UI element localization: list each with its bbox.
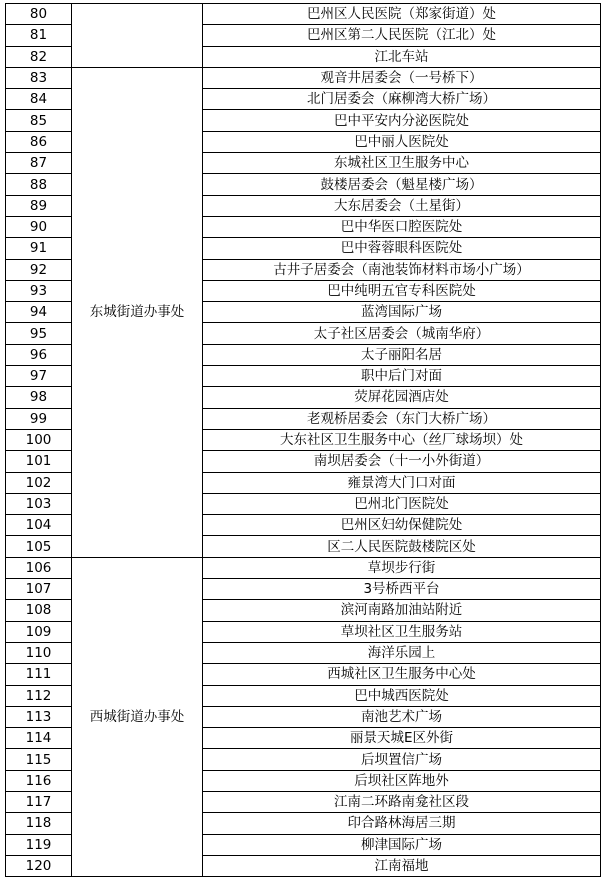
location-cell: 观音井居委会（一号桥下） bbox=[203, 67, 601, 88]
location-cell: 江北车站 bbox=[203, 46, 601, 67]
row-number: 98 bbox=[6, 387, 72, 408]
location-cell: 古井子居委会（南池装饰材料市场小广场） bbox=[203, 259, 601, 280]
row-number: 95 bbox=[6, 323, 72, 344]
row-number: 90 bbox=[6, 216, 72, 237]
row-number: 92 bbox=[6, 259, 72, 280]
location-cell: 巴中纯明五官专科医院处 bbox=[203, 280, 601, 301]
location-cell: 南池艺术广场 bbox=[203, 706, 601, 727]
row-number: 106 bbox=[6, 557, 72, 578]
row-number: 107 bbox=[6, 579, 72, 600]
location-cell: 鼓楼居委会（魁星楼广场） bbox=[203, 174, 601, 195]
district-cell bbox=[72, 4, 203, 68]
row-number: 83 bbox=[6, 67, 72, 88]
row-number: 96 bbox=[6, 344, 72, 365]
row-number: 86 bbox=[6, 131, 72, 152]
row-number: 87 bbox=[6, 153, 72, 174]
district-cell: 东城街道办事处 bbox=[72, 67, 203, 557]
location-cell: 江南二环路南龛社区段 bbox=[203, 791, 601, 812]
row-number: 91 bbox=[6, 238, 72, 259]
row-number: 119 bbox=[6, 834, 72, 855]
row-number: 103 bbox=[6, 493, 72, 514]
location-cell: 荧屏花园酒店处 bbox=[203, 387, 601, 408]
row-number: 80 bbox=[6, 4, 72, 25]
location-cell: 巴中城西医院处 bbox=[203, 685, 601, 706]
row-number: 113 bbox=[6, 706, 72, 727]
location-cell: 大东社区卫生服务中心（丝厂球场坝）处 bbox=[203, 429, 601, 450]
location-cell: 柳津国际广场 bbox=[203, 834, 601, 855]
location-cell: 海洋乐园上 bbox=[203, 642, 601, 663]
location-cell: 后坝社区阵地外 bbox=[203, 770, 601, 791]
location-cell: 巴中丽人医院处 bbox=[203, 131, 601, 152]
row-number: 94 bbox=[6, 302, 72, 323]
location-cell: 巴州区人民医院（郑家街道）处 bbox=[203, 4, 601, 25]
location-cell: 东城社区卫生服务中心 bbox=[203, 153, 601, 174]
row-number: 97 bbox=[6, 366, 72, 387]
location-cell: 草坝社区卫生服务站 bbox=[203, 621, 601, 642]
location-cell: 老观桥居委会（东门大桥广场） bbox=[203, 408, 601, 429]
row-number: 100 bbox=[6, 429, 72, 450]
location-cell: 雍景湾大门口对面 bbox=[203, 472, 601, 493]
location-cell: 大东居委会（土星街） bbox=[203, 195, 601, 216]
row-number: 84 bbox=[6, 89, 72, 110]
location-cell: 区二人民医院鼓楼院区处 bbox=[203, 536, 601, 557]
location-cell: 巴中平安内分泌医院处 bbox=[203, 110, 601, 131]
row-number: 120 bbox=[6, 855, 72, 876]
row-number: 104 bbox=[6, 515, 72, 536]
location-cell: 滨河南路加油站附近 bbox=[203, 600, 601, 621]
location-cell: 蓝湾国际广场 bbox=[203, 302, 601, 323]
location-cell: 巴中蓉蓉眼科医院处 bbox=[203, 238, 601, 259]
row-number: 117 bbox=[6, 791, 72, 812]
row-number: 81 bbox=[6, 25, 72, 46]
location-cell: 巴州区妇幼保健院处 bbox=[203, 515, 601, 536]
location-cell: 巴州区第二人民医院（江北）处 bbox=[203, 25, 601, 46]
row-number: 105 bbox=[6, 536, 72, 557]
location-cell: 太子丽阳名居 bbox=[203, 344, 601, 365]
location-cell: 3号桥西平台 bbox=[203, 579, 601, 600]
row-number: 101 bbox=[6, 451, 72, 472]
location-cell: 后坝置信广场 bbox=[203, 749, 601, 770]
row-number: 118 bbox=[6, 813, 72, 834]
district-cell: 西城街道办事处 bbox=[72, 557, 203, 876]
row-number: 116 bbox=[6, 770, 72, 791]
table-row bbox=[6, 4, 601, 25]
row-number: 89 bbox=[6, 195, 72, 216]
location-cell: 巴州北门医院处 bbox=[203, 493, 601, 514]
row-number: 112 bbox=[6, 685, 72, 706]
row-number: 115 bbox=[6, 749, 72, 770]
location-cell: 太子社区居委会（城南华府） bbox=[203, 323, 601, 344]
location-cell: 丽景天城E区外街 bbox=[203, 728, 601, 749]
location-cell: 北门居委会（麻柳湾大桥广场） bbox=[203, 89, 601, 110]
row-number: 88 bbox=[6, 174, 72, 195]
row-number: 111 bbox=[6, 664, 72, 685]
row-number: 110 bbox=[6, 642, 72, 663]
row-number: 108 bbox=[6, 600, 72, 621]
location-cell: 西城社区卫生服务中心处 bbox=[203, 664, 601, 685]
location-cell: 草坝步行街 bbox=[203, 557, 601, 578]
row-number: 109 bbox=[6, 621, 72, 642]
table-row bbox=[6, 557, 601, 578]
location-table bbox=[5, 3, 601, 877]
row-number: 82 bbox=[6, 46, 72, 67]
table-body bbox=[6, 4, 601, 877]
location-cell: 职中后门对面 bbox=[203, 366, 601, 387]
row-number: 93 bbox=[6, 280, 72, 301]
row-number: 99 bbox=[6, 408, 72, 429]
row-number: 114 bbox=[6, 728, 72, 749]
location-cell: 印合路林海居三期 bbox=[203, 813, 601, 834]
row-number: 85 bbox=[6, 110, 72, 131]
location-cell: 巴中华医口腔医院处 bbox=[203, 216, 601, 237]
location-cell: 江南福地 bbox=[203, 855, 601, 876]
table-row bbox=[6, 67, 601, 88]
location-cell: 南坝居委会（十一小外街道） bbox=[203, 451, 601, 472]
row-number: 102 bbox=[6, 472, 72, 493]
